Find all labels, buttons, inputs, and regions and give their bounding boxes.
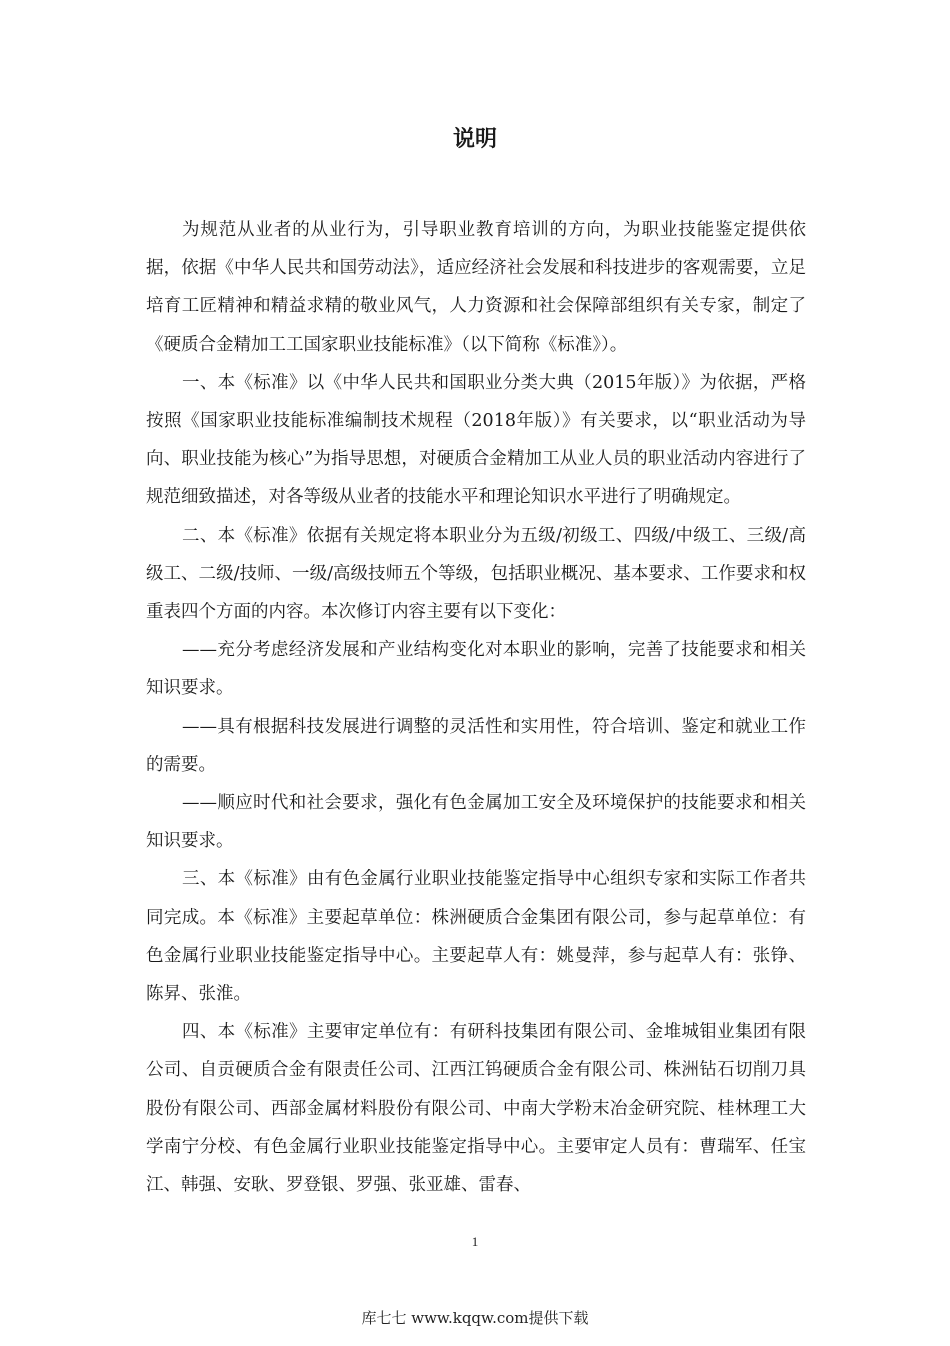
- document-body: [146, 211, 806, 1204]
- paragraph-intro: 为规范从业者的从业行为，引导职业教育培训的方向，为职业技能鉴定提供依据，依据《中华人民共和国劳动法》，适应经济社会发展和科技进步的客观需要，立足培育工匠精神和精益求精的敬业风气，人力资源和社会保障部组织有关专家，制定了《硬质合金精加工工国家职业技能标准》（以下简称《标准》）。: [146, 220, 806, 355]
- paragraph-section-1: 一、本《标准》以《中华人民共和国职业分类大典（2015年版）》为依据，严格按照《国家职业技能标准编制技术规程（2018年版）》有关要求，以“职业活动为导向、职业技能为核心”为指导思想，对硬质合金精加工从业人员的职业活动内容进行了规范细致描述，对各等级从业者的技能水平和理论知识水平进行了明确规定。: [146, 372, 806, 508]
- paragraph-section-2: 二、本《标准》依据有关规定将本职业分为五级/初级工、四级/中级工、三级/高级工、二级/技师、一级/高级技师五个等级，包括职业概况、基本要求、工作要求和权重表四个方面的内容。本次修订内容主要有以下变化：: [146, 525, 806, 623]
- paragraph-section-3: 三、本《标准》由有色金属行业职业技能鉴定指导中心组织专家和实际工作者共同完成。本《标准》主要起草单位：株洲硬质合金集团有限公司，参与起草单位：有色金属行业职业技能鉴定指导中心。主要起草人有：姚曼萍，参与起草人有：张铮、陈昇、张淮。: [146, 869, 806, 1005]
- paragraph-change-2: ——具有根据科技发展进行调整的灵活性和实用性，符合培训、鉴定和就业工作的需要。: [146, 716, 806, 775]
- paragraph-change-1: ——充分考虑经济发展和产业结构变化对本职业的影响，完善了技能要求和相关知识要求。: [146, 640, 806, 699]
- page-number: 1: [471, 1234, 479, 1249]
- paragraph-section-4: 四、本《标准》主要审定单位有：有研科技集团有限公司、金堆城钼业集团有限公司、自贡硬质合金有限责任公司、江西江钨硬质合金有限公司、株洲钻石切削刀具股份有限公司、西部金属材料股份有限公司、中南大学粉末冶金研究院、桂林理工大学南宁分校、有色金属行业职业技能鉴定指导中心。主要审定人员有：曹瑞军、任宝江、韩强、安耿、罗登银、罗强、张亚雄、雷春、: [146, 1022, 806, 1196]
- download-footer: 库七七 www.kqqw.com提供下载: [361, 1309, 589, 1327]
- page-title: 说明: [452, 127, 497, 152]
- paragraph-change-3: ——顺应时代和社会要求，强化有色金属加工安全及环境保护的技能要求和相关知识要求。: [146, 793, 806, 852]
